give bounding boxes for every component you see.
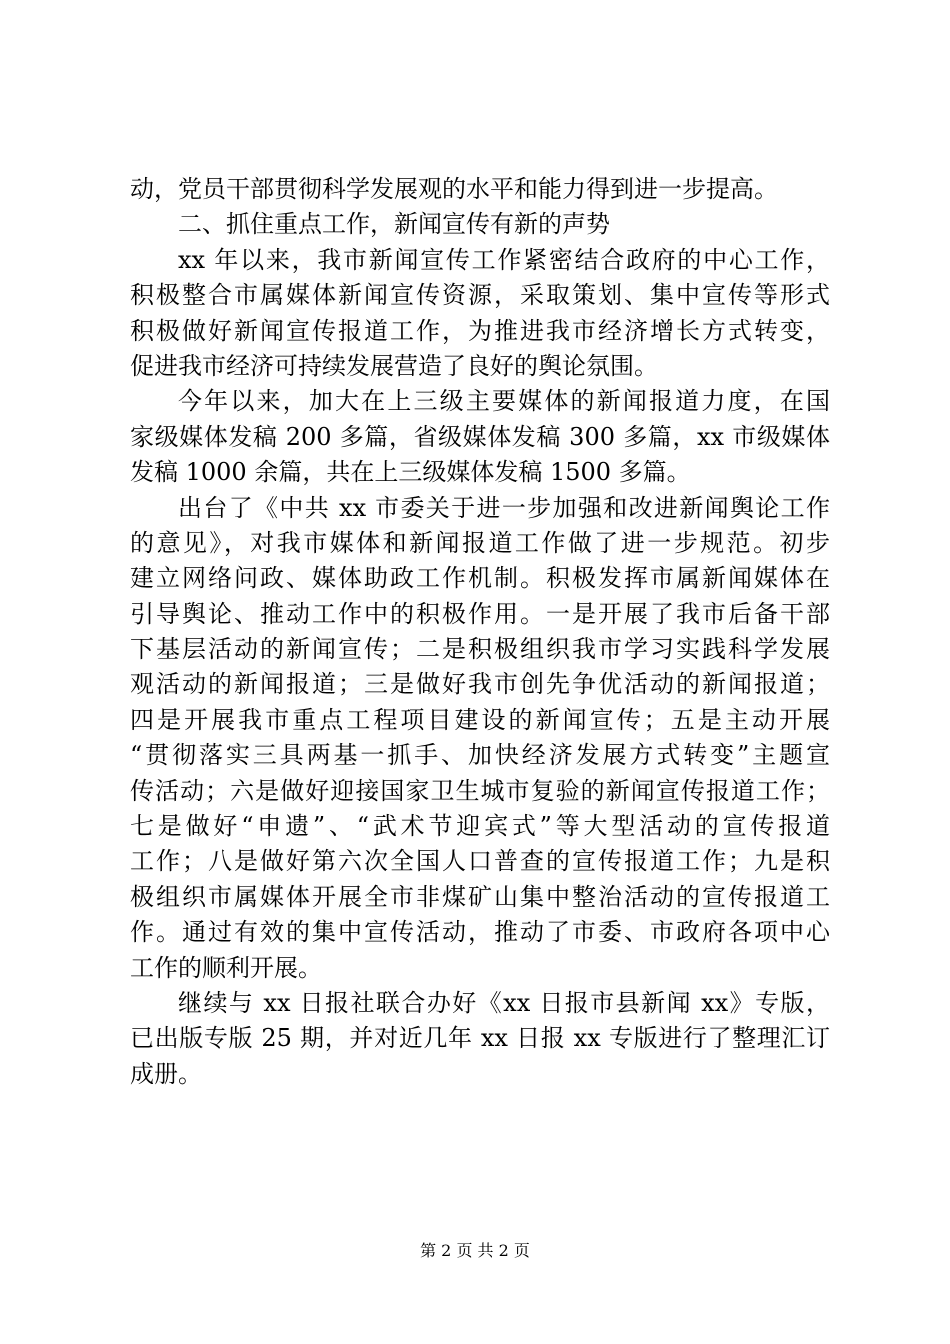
text-line: 工作的顺利开展。 (130, 953, 322, 982)
section-heading: 二、抓住重点工作，新闻宣传有新的声势 (178, 210, 610, 239)
text-line: 作。通过有效的集中宣传活动，推动了市委、市政府各项中心 (130, 918, 830, 947)
text-line: 出台了《中共 xx 市委关于进一步加强和改进新闻舆论工作 (178, 493, 830, 522)
text-line: 今年以来，加大在上三级主要媒体的新闻报道力度，在国 (178, 387, 830, 416)
page-footer (0, 1240, 950, 1262)
text-line: 发稿 1000 余篇，共在上三级媒体发稿 1500 多篇。 (130, 458, 691, 487)
text-line: 积极整合市属媒体新闻宣传资源，采取策划、集中宣传等形式 (130, 281, 830, 310)
text-line: 促进我市经济可持续发展营造了良好的舆论氛围。 (130, 351, 658, 380)
text-line: 传活动；六是做好迎接国家卫生城市复验的新闻宣传报道工作； (130, 776, 830, 805)
text-line: 引导舆论、推动工作中的积极作用。一是开展了我市后备干部 (130, 599, 830, 628)
text-line: 工作；八是做好第六次全国人口普查的宣传报道工作；九是积 (130, 847, 830, 876)
text-line: “贯彻落实三具两基一抓手、加快经济发展方式转变”主题宣 (130, 741, 830, 770)
text-line: 积极做好新闻宣传报道工作，为推进我市经济增长方式转变， (130, 316, 830, 345)
text-line: 四是开展我市重点工程项目建设的新闻宣传；五是主动开展 (130, 705, 830, 734)
text-line: 下基层活动的新闻宣传；二是积极组织我市学习实践科学发展 (130, 635, 830, 664)
text-line: 动，党员干部贯彻科学发展观的水平和能力得到进一步提高。 (130, 175, 778, 203)
text-line: 观活动的新闻报道；三是做好我市创先争优活动的新闻报道； (130, 670, 830, 699)
text-line: 七是做好“申遗”、“武术节迎宾式”等大型活动的宣传报道 (130, 812, 830, 841)
text-line: xx 年以来，我市新闻宣传工作紧密结合政府的中心工作， (178, 245, 830, 274)
text-line: 继续与 xx 日报社联合办好《xx 日报市县新闻 xx》专版， (178, 988, 830, 1017)
page-indicator: 第 2 页 共 2 页 (420, 1241, 530, 1260)
text-line: 建立网络问政、媒体助政工作机制。积极发挥市属新闻媒体在 (130, 564, 830, 593)
document-body (130, 172, 830, 1092)
text-line: 极组织市属媒体开展全市非煤矿山集中整治活动的宣传报道工 (130, 882, 830, 911)
text-line: 的意见》，对我市媒体和新闻报道工作做了进一步规范。初步 (130, 528, 830, 557)
text-line: 家级媒体发稿 200 多篇，省级媒体发稿 300 多篇，xx 市级媒体 (130, 422, 830, 451)
text-line: 已出版专版 25 期，并对近几年 xx 日报 xx 专版进行了整理汇订 (130, 1024, 830, 1053)
text-line: 成册。 (130, 1059, 202, 1088)
